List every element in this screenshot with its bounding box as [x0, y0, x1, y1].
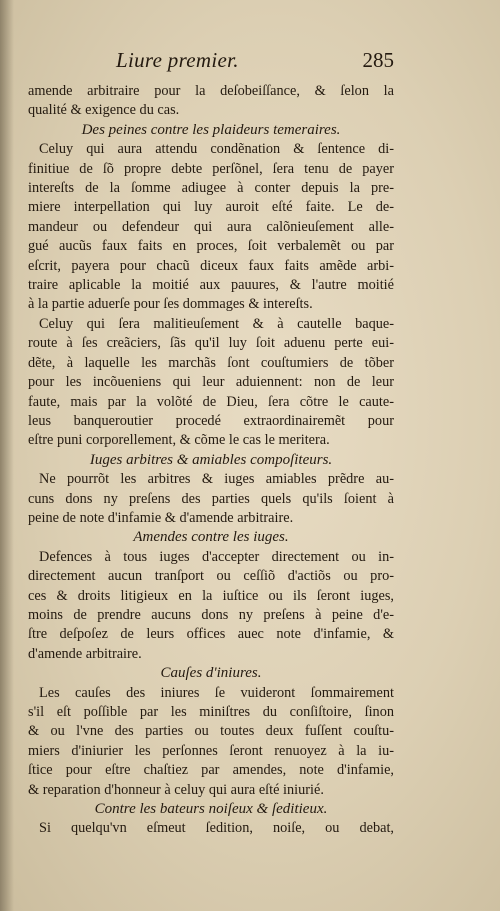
text-line: leus banqueroutier procedé extraordinairemẽt pour	[28, 412, 394, 429]
text-line: intereſts de la ſomme adiugee à conter depuis la pre-	[28, 180, 394, 197]
text-line: qualité & exigence du cas.	[28, 102, 180, 119]
page-number: 285	[362, 48, 394, 72]
text-line: finitiue de ſõ propre debte perſõnel, ſera tenu de payer	[28, 160, 394, 177]
section-heading: Cauſes d'iniures.	[160, 665, 262, 682]
text-line: Celuy qui ſera malitieuſement & à cautelle baque-	[39, 315, 394, 332]
text-line: mandeur ou defendeur qui aura calõnieuſement alle-	[28, 218, 394, 235]
text-line: moins de prendre aucuns dons ny preſens à peine d'e-	[28, 606, 394, 623]
text-line: ces & droits litigieux en la iuſtice ou ils ſeront iuges,	[28, 587, 394, 604]
text-line: cuns dons ny preſens des parties quels qu'ils ſoient à	[28, 490, 394, 507]
section-heading: Des peines contre les plaideurs temeraires.	[81, 121, 341, 138]
text-line: faute, mais par la volõté de Dieu, ſera cõtre le caute-	[28, 393, 394, 410]
text-line: ſtice pour eſtre chaſtiez par amendes, note d'infamie,	[28, 762, 394, 779]
text-line: d'amende arbitraire.	[28, 645, 142, 662]
text-line: & ou l'vne des parties ou toutes deux fuſſent couſtu-	[28, 723, 394, 740]
text-line: Defences à tous iuges d'accepter directement ou in-	[39, 548, 394, 565]
text-line: eſtre puni corporellement, & cõme le cas le meritera.	[28, 432, 330, 449]
section-heading: Amendes contre les iuges.	[133, 529, 289, 546]
text-line: traire aplicable la moitié aux pauures, & l'autre moitié	[28, 277, 394, 294]
text-line: amende arbitraire pour la deſobeiſſance, & ſelon la	[28, 83, 394, 99]
text-line: dẽte, à laquelle les marchãs ſont couſtumiers de tõber	[28, 354, 394, 371]
text-line: pour les incõueniens qui leur aduiennent: non de leur	[28, 374, 394, 391]
text-line: miers d'iniurier les perſonnes ſeront renuoyez à la iu-	[28, 742, 394, 759]
text-line: s'il eſt poſſible par les miniſtres du conſiſtoire, ſinon	[28, 704, 394, 720]
section-heading: Iuges arbitres & amiables compoſiteurs.	[89, 451, 333, 468]
text-line: directement aucun tranſport ou ceſſiõ d'actiõs ou pro-	[28, 568, 394, 585]
text-line: miere interpellation qui luy auroit eſté faite. Le de-	[28, 199, 394, 216]
text-line: à la partie aduerſe pour ſes dommages & intereſts.	[28, 296, 313, 313]
running-title: Liure premier.	[116, 48, 239, 72]
text-line: Les cauſes des iniures ſe vuideront ſommairement	[39, 684, 394, 701]
text-line: peine de note d'infamie & d'amende arbitraire.	[28, 509, 294, 526]
page-header	[60, 48, 394, 74]
text-line: Celuy qui aura attendu condẽnation & ſentence di-	[39, 141, 394, 158]
text-line: route à ſes creãciers, ſãs qu'il luy ſoit aduenu perte eui-	[28, 335, 394, 352]
text-line: Ne pourrõt les arbitres & iuges amiables prẽdre au-	[39, 471, 394, 488]
body-text	[28, 82, 394, 839]
text-line: gué aucũs faux faits en proces, ſoit verbalemẽt ou par	[28, 238, 394, 255]
text-line: ſtre deſpoſez de leurs offices auec note d'infamie, &	[28, 626, 394, 643]
text-line: & reparation d'honneur à celuy qui aura eſté iniurié.	[28, 781, 324, 798]
section-heading: Contre les bateurs noiſeux & ſeditieux.	[94, 801, 328, 818]
text-line: eſcrit, payera pour chacũ diceux faux faits amẽde arbi-	[28, 257, 394, 274]
text-line: Si quelqu'vn eſmeut ſedition, noiſe, ou debat,	[39, 820, 394, 837]
